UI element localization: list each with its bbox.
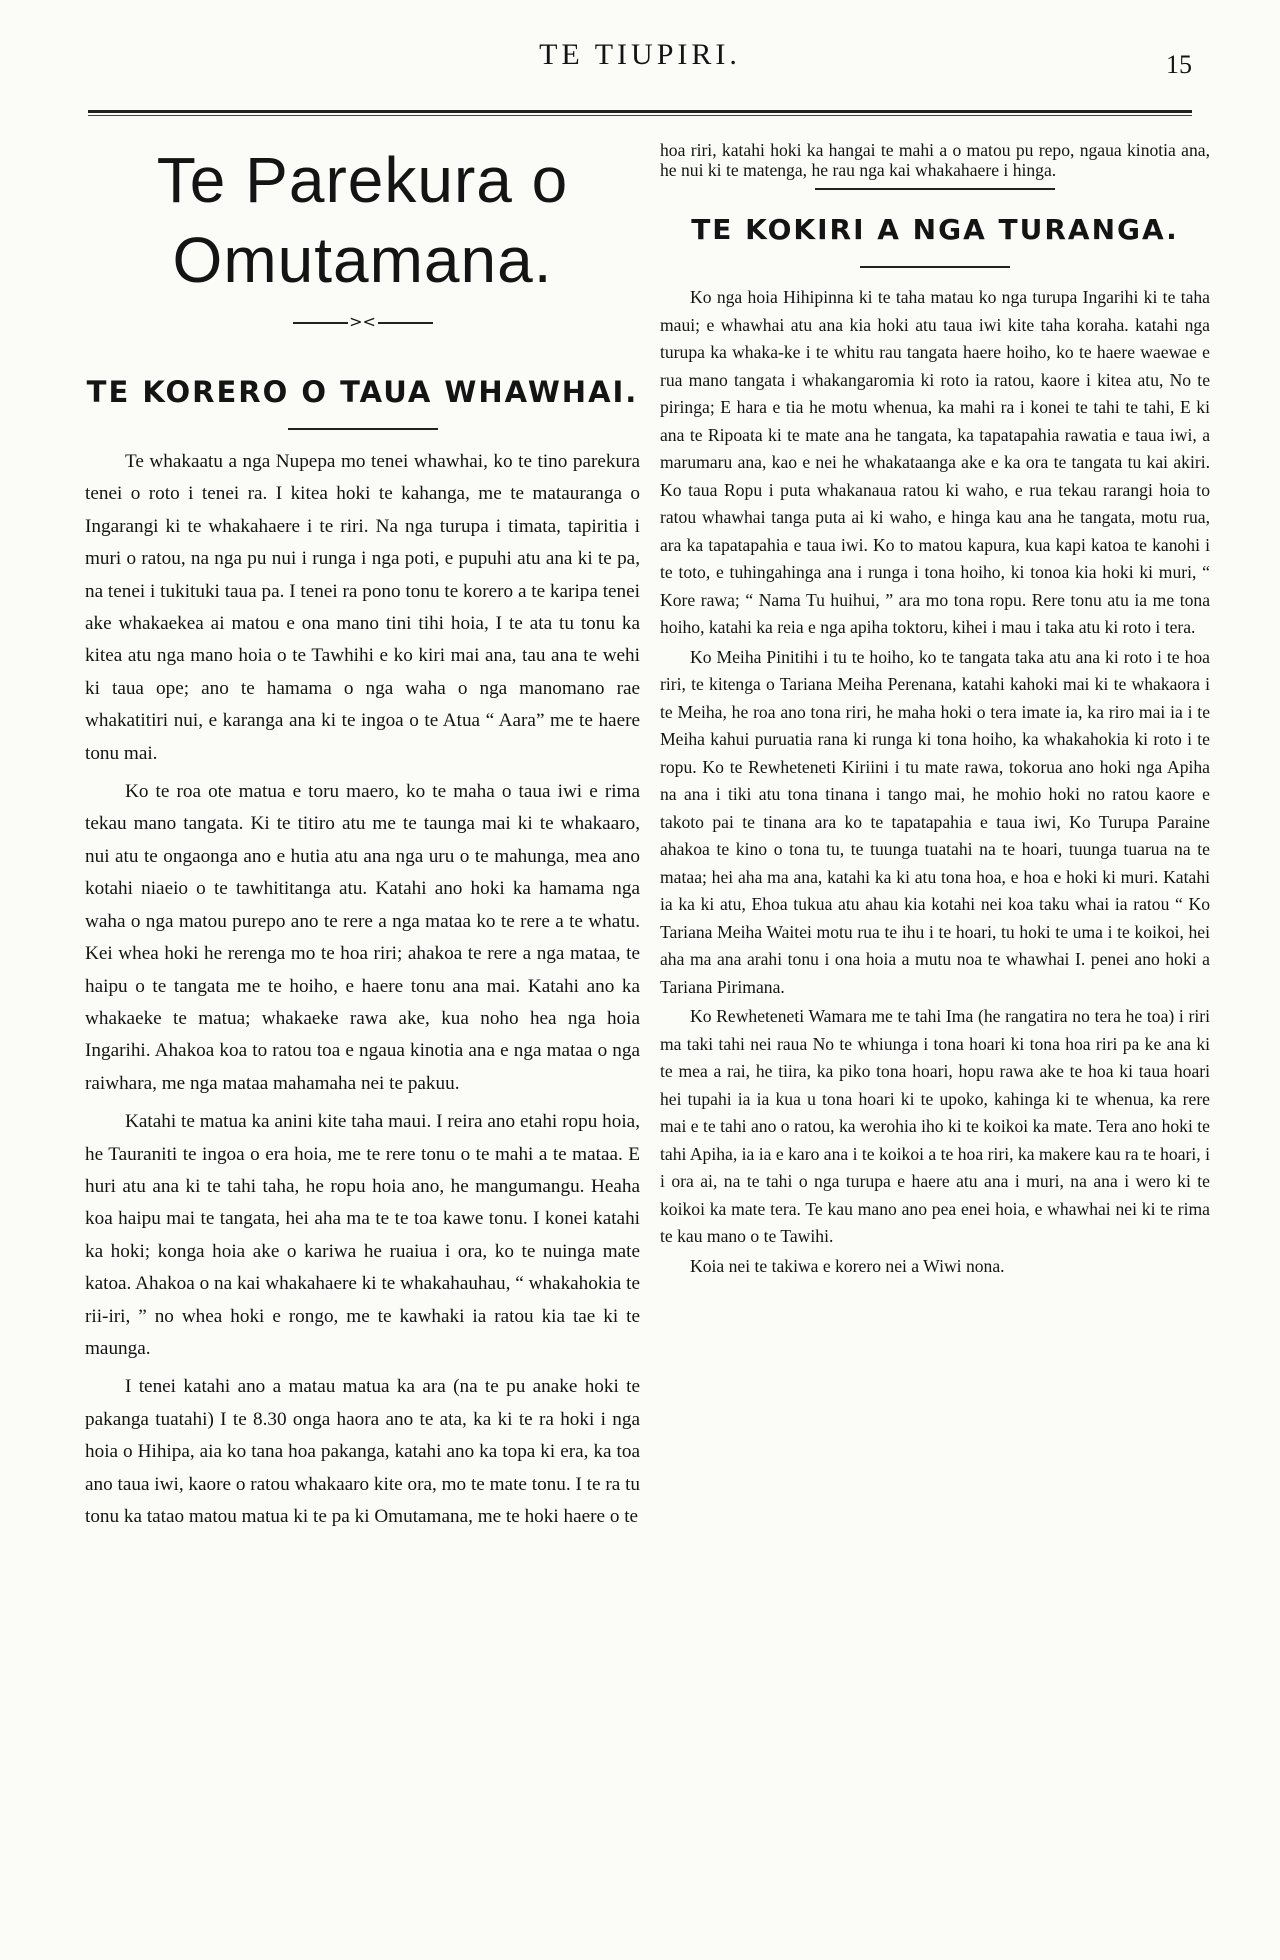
right-paragraph-3: Ko Rewheteneti Wamara me te tahi Ima (he rangatira no tera he toa) i riri ma taki tahi nei raua No te whiunga i tona hoari ki tona hoa riri pa ke ana ki te mea a rai, he tiira, ka piko tona hoari, hopu rawa ake te hoa ki taua hoari hei tupahi ia ia kua u tona hoari ki te upoko, kahinga ki te whenua, ka rere mai e te tahi ano o ratou, ka werohia iho ki te koikoi ka mate. Tera ano hoki te tahi Apiha, ia ia e karo ana i te koikoi a te hoa riri, ka makere kau ra te hoari, i i ora ai, na te tahi o nga turupa e haere atu ana i muri, na ana i wero ki te koikoi ka mate tera. Te kau mano ano pea enei hoia, e whawhai nei ki te rima te kau mano o te Tawihi. <box>660 1006 1210 1246</box>
right-paragraph-2: Ko Meiha Pinitihi i tu te hoiho, ko te tangata taka atu ana ki roto i te hoa riri, te kitenga o Tariana Meiha Perenana, katahi kahoki mai ki te whakaora i te Meiha, he roa ano tona riri, he maha hoki o tera imate ia, ka riro mai ia i te Meiha kahui puruatia rana ki runga ki tona hoiho, ka whakahokia ki roto i te ropu. Ko te Rewheteneti Kiriini i tu mate rawa, tokorua ano hoki nga Apiha na ana i tiki atu tona tinana i tango mai, he mohio hoki no ratou kaore e takoto pai te tinana ara ko te tapatapahia e taua iwi, Ko Turupa Paraine ahakoa te kino o tona tu, te tuunga tuatahi na te hoari, tuunga tuarua na te mataa; hei aha ma ana, katahi ka ki atu tona hoa, e hoa e hoki ki muri. Katahi ia ka ki atu, Ehoa tukua atu ahau kia kotahi nei koa taku whai ia ratou “ Ko Tariana Meiha Waitei motu rua te ihu i te hoari, tu hoki te uma i te koikoi, hei aha ma ana arahi tonu i ona hoia a mutu noa te whawhai I. penei ano hoki a Tariana Pirimana. <box>660 646 1210 997</box>
section-rule-left <box>288 428 438 430</box>
left-paragraph-2: Ko te roa ote matua e toru maero, ko te maha o taua iwi e rima tekau mano tangata. Ki te titiro atu me te taunga mai ki te whakaaro, nui atu te ongaonga ano e hutia atu ana nga uru o te mahunga, mea ano kotahi niaeio o te tawhititanga atu. Katahi ano hoki ka hamama nga waha o nga matou purepo ano te rere a nga mataa ko te rere a te whatu. Kei whea hoki he rerenga mo te hoa riri; ahakoa te rere a nga mataa, te haipu o te tangata me te hoiho, e haere tonu ana mai. Katahi ano ka whakaeke te matua; whakaeke rawa ake, kua noho hea nga hoia Ingarihi. Ahakoa koa to ratou toa e ngaua kinotia ana e nga mataa o nga raiwhara, me nga mataa mahamaha nei te pakuu. <box>85 781 640 1094</box>
section-rule-right <box>860 266 1010 268</box>
section-heading-right: TE KOKIRI A NGA TURANGA. <box>691 213 1179 246</box>
ornament-glyph: >< <box>349 312 376 331</box>
right-paragraph-1: Ko nga hoia Hihipinna ki te taha matau ko nga turupa Ingarihi ki te taha maui; e whawhai atu ana kia hoki atu taua iwi kite taha koraha. katahi nga turupa ka whaka-ke i te whitu rau tangata haere hoiho, ko te haere waewae e rua mano tangata i whakangaromia ki roto ia ratou, kaore i kitea atu, No te piringa; E hara e tia he motu whenua, ka mahi ra i konei te tahi te tahi, E ki ana te Ripoata ki te mate ana he tangata, ka tapatapahia rawatia e taua iwi, a marumaru ana, kao e nei he whakataanga ake e ka ora te tangata tu kai akiri. Ko taua Ropu i puta whakanaua ratou ki waho, e rua tekau rarangi hoia to ratou whawhai tanga puta ai ki waho, e hinga kau ana he tangata, motu rua, ara ka tapatapahia e taua iwi. Ko to matou kapura, kua kapi katoa te kanohi i te toto, e tuhingahinga ana i runga i tona hoiho, ki tonoa kia hoki ki muri, “ Kore rawa; “ Nama Tu huihui, ” ara mo tona ropu. Rere tonu atu ia me tona hoiho, katahi ka reia e nga apiha toktoru, kihei i mau i taka atu ki roto i tera. <box>660 287 1210 637</box>
page-number: 15 <box>1166 50 1192 79</box>
right-lead-rule <box>815 188 1055 190</box>
right-lead-paragraph: hoa riri, katahi hoki ka hangai te mahi a o matou pu repo, ngaua kinotia ana, he nui ki te matenga, he rau nga kai whakahaere i hinga. <box>660 140 1210 180</box>
ornament-bar-right <box>378 322 433 324</box>
right-body <box>660 284 1210 1280</box>
section-heading-left: TE KORERO O TAUA WHAWHAI. <box>86 375 639 409</box>
left-column <box>85 140 640 1539</box>
ornament-bar-left <box>293 322 348 324</box>
right-paragraph-4: Koia nei te takiwa e korero nei a Wiwi nona. <box>690 1255 1005 1276</box>
running-title: TE TIUPIRI. <box>539 38 741 71</box>
page-header <box>0 0 1280 120</box>
right-column <box>660 140 1210 1282</box>
left-paragraph-4: I tenei katahi ano a matau matua ka ara (na te pu anake hoki te pakanga tuatahi) I te 8.30 onga haora ano te ata, ka ki te ra hoki i nga hoia o Hihipa, aia ko tana hoa pakanga, katahi ano ka topa ki era, ka toa ano taua iwi, kaore o ratou whakaaro kite ora, mo te mate tonu. I te ra tu tonu ka tatao matou matua ki te pa ki Omutamana, me te hoki haere o te <box>85 1376 640 1527</box>
header-rule-thin <box>88 115 1192 116</box>
ornament-divider <box>293 312 433 331</box>
article-title: Te Parekura o Omutamana. <box>156 144 569 296</box>
left-paragraph-3: Katahi te matua ka anini kite taha maui. I reira ano etahi ropu hoia, he Tauraniti te ingoa o era hoia, me te rere tonu o te mahi a te mataa. E huri atu ana ki te tahi taha, he ropu hoia ano, he mangumangu. Heaha koa haipu mai te tangata, hei aha ma te te toa kawe tonu. I konei katahi ka hoki; konga hoia ake o kariwa he ruaiua i ora, ko te nuinga mate katoa. Ahakoa o na kai whakahaere ki te whakahauhau, “ whakahokia te rii-iri, ” no whea hoki e rongo, me te kawhaki ia ratou kia tae ki te maunga. <box>85 1111 640 1359</box>
header-rule-thick <box>88 110 1192 113</box>
left-paragraph-1: Te whakaatu a nga Nupepa mo tenei whawhai, ko te tino parekura tenei o roto i tenei ra. I kitea hoki te kahanga, me te matauranga o Ingarangi ki te whakahaere i te riri. Na nga turupa i timata, tapiritia i muri o ratou, na nga pu nui i runga i nga poti, e pupuhi atu ana ki te pa, na tenei i tukituki taua pa. I tenei ra pono tonu te korero a te karipa tenei ake whakaekea ai matou e ona mano tini tihi hoia, I te ata tu tonu ka kitea atu nga mano hoia o te Tawhihi e ko kiri mai ana, tau ana te wehi ki taua ope; ano te hamama o nga waha o nga manomano rae whakatitiri nui, e karanga ana ki te ingoa o te Atua “ Aara” me te haere tonu mai. <box>85 451 640 764</box>
